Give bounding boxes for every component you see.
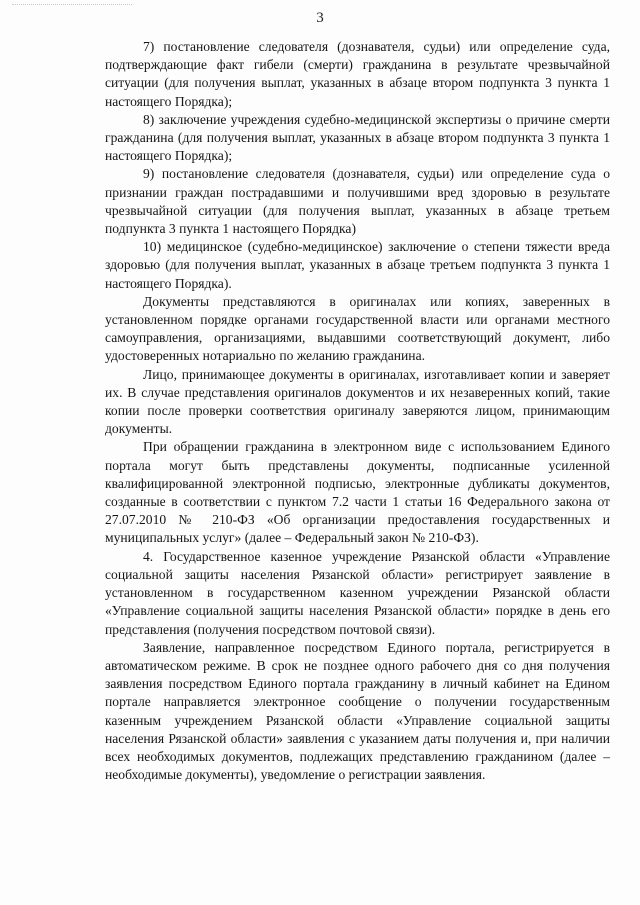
paragraph-section-4-registration: 4. Государственное казенное учреждение Рязанской области «Управление социальной защиты населения Рязанской области» регистрирует заявление в установленном в государственном казенном учреждении Рязанской области «Управление социальной защиты населения Рязанской области» порядке в день его представления (получения посредством почтовой связи). (105, 548, 610, 637)
paragraph-electronic-submission: При обращении гражданина в электронном виде с использованием Единого портала могут быть представлены документы, подписанные усиленной квалифицированной электронной подписью, электронные дубликаты документов, созданные в соответствии с пунктом 7.2 части 1 статьи 16 Федерального закона от 27.07.2010 № 210-ФЗ «Об организации предоставления государственных и муниципальных услуг» (далее – Федеральный закон № 210-ФЗ). (105, 439, 610, 546)
paragraph-documents-form: Документы представляются в оригиналах или копиях, заверенных в установленном порядке органами государственной власти или органами местного самоуправления, организациями, выдавшими соответствующий документ, либо удостоверенных нотариально по желанию гражданина. (105, 293, 610, 364)
page-number: 3 (316, 10, 324, 26)
paragraph-item-9: 9) постановление следователя (дознавателя, судьи) или определение суда о признании граждан пострадавшими и получившими вред здоровью в результате чрезвычайной ситуации (для получения выплат, указанных в абзаце третьем подпункта 3 пункта 1 настоящего Порядка) (105, 166, 610, 237)
document-body (105, 38, 610, 784)
paragraph-copies-certification: Лицо, принимающее документы в оригиналах, изготавливает копии и заверяет их. В случае представления оригиналов документов и их незаверенных копий, такие копии после проверки соответствия оригиналу заверяются лицом, принимающим документы. (105, 366, 610, 437)
paragraph-item-7: 7) постановление следователя (дознавателя, судьи) или определение суда, подтверждающие факт гибели (смерти) гражданина в результате чрезвычайной ситуации (для получения выплат, указанных в абзаце втором подпункта 3 пункта 1 настоящего Порядка); (105, 39, 610, 109)
scan-artifact-line (12, 4, 132, 6)
paragraph-item-10: 10) медицинское (судебно-медицинское) заключение о степени тяжести вреда здоровью (для получения выплат, указанных в абзаце третьем подпункта 3 пункта 1 настоящего Порядка). (105, 239, 610, 291)
paragraph-portal-registration: Заявление, направленное посредством Единого портала, регистрируется в автоматическом режиме. В срок не позднее одного рабочего дня со дня получения заявления посредством Единого портала гражданину в личный кабинет на Едином портале направляется электронное сообщение о получении государственным казенным учреждением Рязанской области «Управление социальной защиты населения Рязанской области» заявления с указанием даты получения и, при наличии всех необходимых документов, подлежащих представлению гражданином (далее – необходимые документы), уведомление о регистрации заявления. (105, 639, 610, 783)
paragraph-item-8: 8) заключение учреждения судебно-медицинской экспертизы о причине смерти гражданина (для получения выплат, указанных в абзаце втором подпункта 3 пункта 1 настоящего Порядка); (105, 111, 610, 164)
